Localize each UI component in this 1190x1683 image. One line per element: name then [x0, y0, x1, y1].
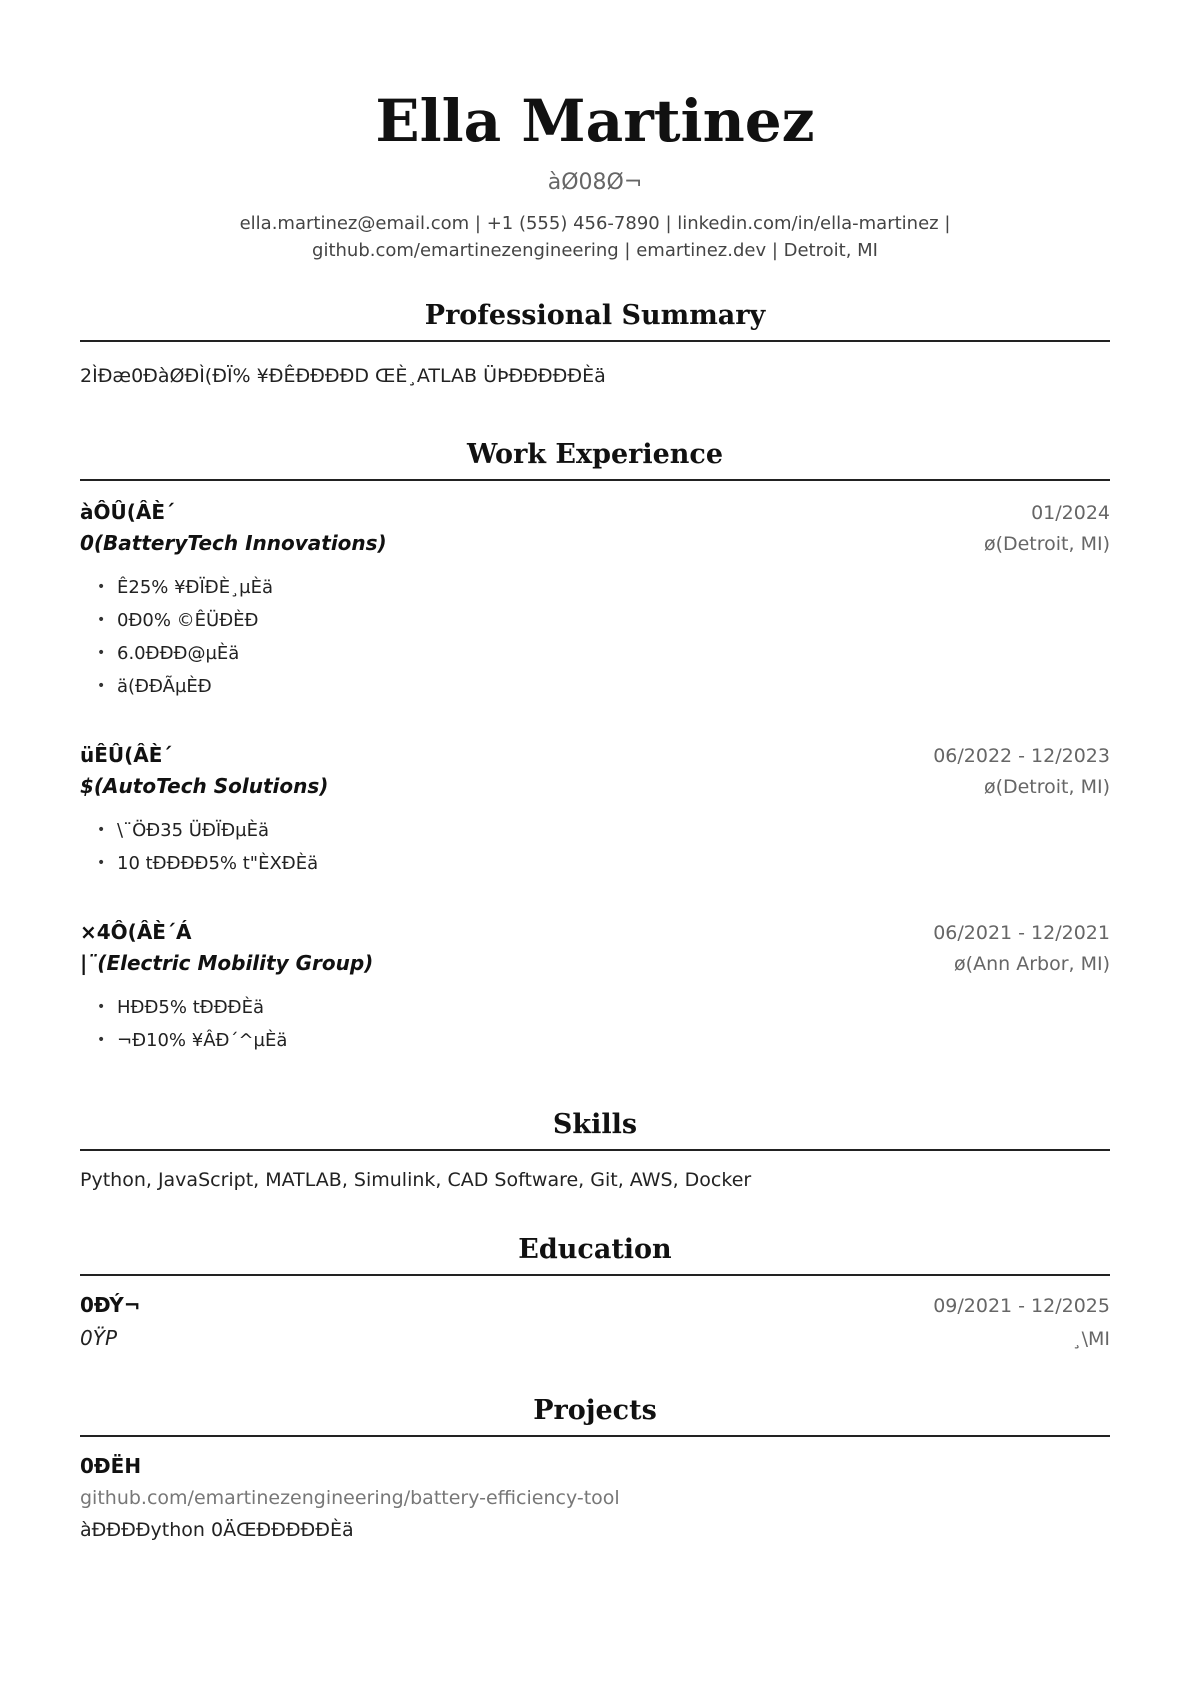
job-entry: [80, 740, 1110, 880]
summary-text: 2ÌÐæ0ÐàØÐÌ(ÐÏ% ¥ÐÊÐÐÐÐD ŒÈ¸ATLAB ÜÞÐÐÐÐÐÈä: [80, 365, 606, 387]
job-company: |¨(Electric Mobility Group): [80, 951, 374, 975]
education-date: 09/2021 - 12/2025: [933, 1295, 1110, 1317]
job-entry: [80, 497, 1110, 703]
job-bullet: • ä(ÐÐÃµÈÐ: [117, 670, 1110, 703]
summary-heading: Professional Summary: [80, 298, 1110, 342]
job-title: ×4Ô(ÂÈ´Á: [80, 920, 192, 944]
education-heading: Education: [80, 1232, 1110, 1276]
job-location: ø(Ann Arbor, MI): [954, 953, 1110, 975]
job-bullet: • Ê25% ¥ÐÏÐÈ¸µÈä: [117, 571, 1110, 604]
contact-line-2: github.com/emartinezengineering | emartinez.dev | Detroit, MI: [312, 240, 878, 261]
projects-heading: Projects: [80, 1393, 1110, 1437]
job-company: $(AutoTech Solutions): [80, 774, 329, 798]
job-bullet: • 6.0ÐÐÐ@µÈä: [117, 637, 1110, 670]
project-title: 0ÐËH: [80, 1454, 142, 1478]
job-bullet: • \¨ÖÐ35 ÜÐÏÐµÈä: [117, 814, 1110, 847]
contact-line-1: ella.martinez@email.com | +1 (555) 456-7890 | linkedin.com/in/ella-martinez |: [239, 213, 951, 234]
skills-heading: Skills: [80, 1107, 1110, 1151]
school-name: 0ÐÝ¬: [80, 1293, 141, 1317]
work-heading: Work Experience: [80, 437, 1110, 481]
job-bullet: • ¬Ð10% ¥ÂÐ´^µÈä: [117, 1024, 1110, 1057]
job-date: 06/2022 - 12/2023: [933, 745, 1110, 767]
resume-page: [80, 0, 1110, 1545]
job-bullets: [80, 571, 1110, 703]
job-date: 06/2021 - 12/2021: [933, 922, 1110, 944]
job-entry: [80, 917, 1110, 1057]
job-location: ø(Detroit, MI): [983, 533, 1110, 555]
project-link[interactable]: github.com/emartinezengineering/battery-efficiency-tool: [80, 1487, 620, 1509]
skills-text: Python, JavaScript, MATLAB, Simulink, CAD Software, Git, AWS, Docker: [80, 1169, 752, 1191]
job-bullet: • 10 tÐÐÐÐ5% t"ÈXÐÈä: [117, 847, 1110, 880]
candidate-name: Ella Martinez: [375, 87, 815, 155]
job-bullets: [80, 991, 1110, 1057]
job-bullet: • 0Ð0% ©ÊÜÐÈÐ: [117, 604, 1110, 637]
education-location: ¸\MI: [1072, 1328, 1110, 1350]
project-description: àÐÐÐÐython 0ÄŒÐÐÐÐÐÈä: [80, 1519, 354, 1541]
job-bullets: [80, 814, 1110, 880]
job-title: àÔÛ(ÂÈ´: [80, 500, 176, 524]
job-company: 0(BatteryTech Innovations): [80, 531, 387, 555]
project-entry: [80, 1451, 1110, 1545]
job-location: ø(Detroit, MI): [983, 776, 1110, 798]
degree-name: 0ŸP: [80, 1326, 118, 1350]
candidate-role: àØ08Ø¬: [547, 170, 643, 195]
education-entry: [80, 1290, 1110, 1355]
job-title: üÊÛ(ÂÈ´: [80, 743, 173, 767]
contact-info: [80, 210, 1110, 264]
job-bullet: • HÐÐ5% tÐÐÐÈä: [117, 991, 1110, 1024]
job-date: 01/2024: [1031, 502, 1110, 524]
